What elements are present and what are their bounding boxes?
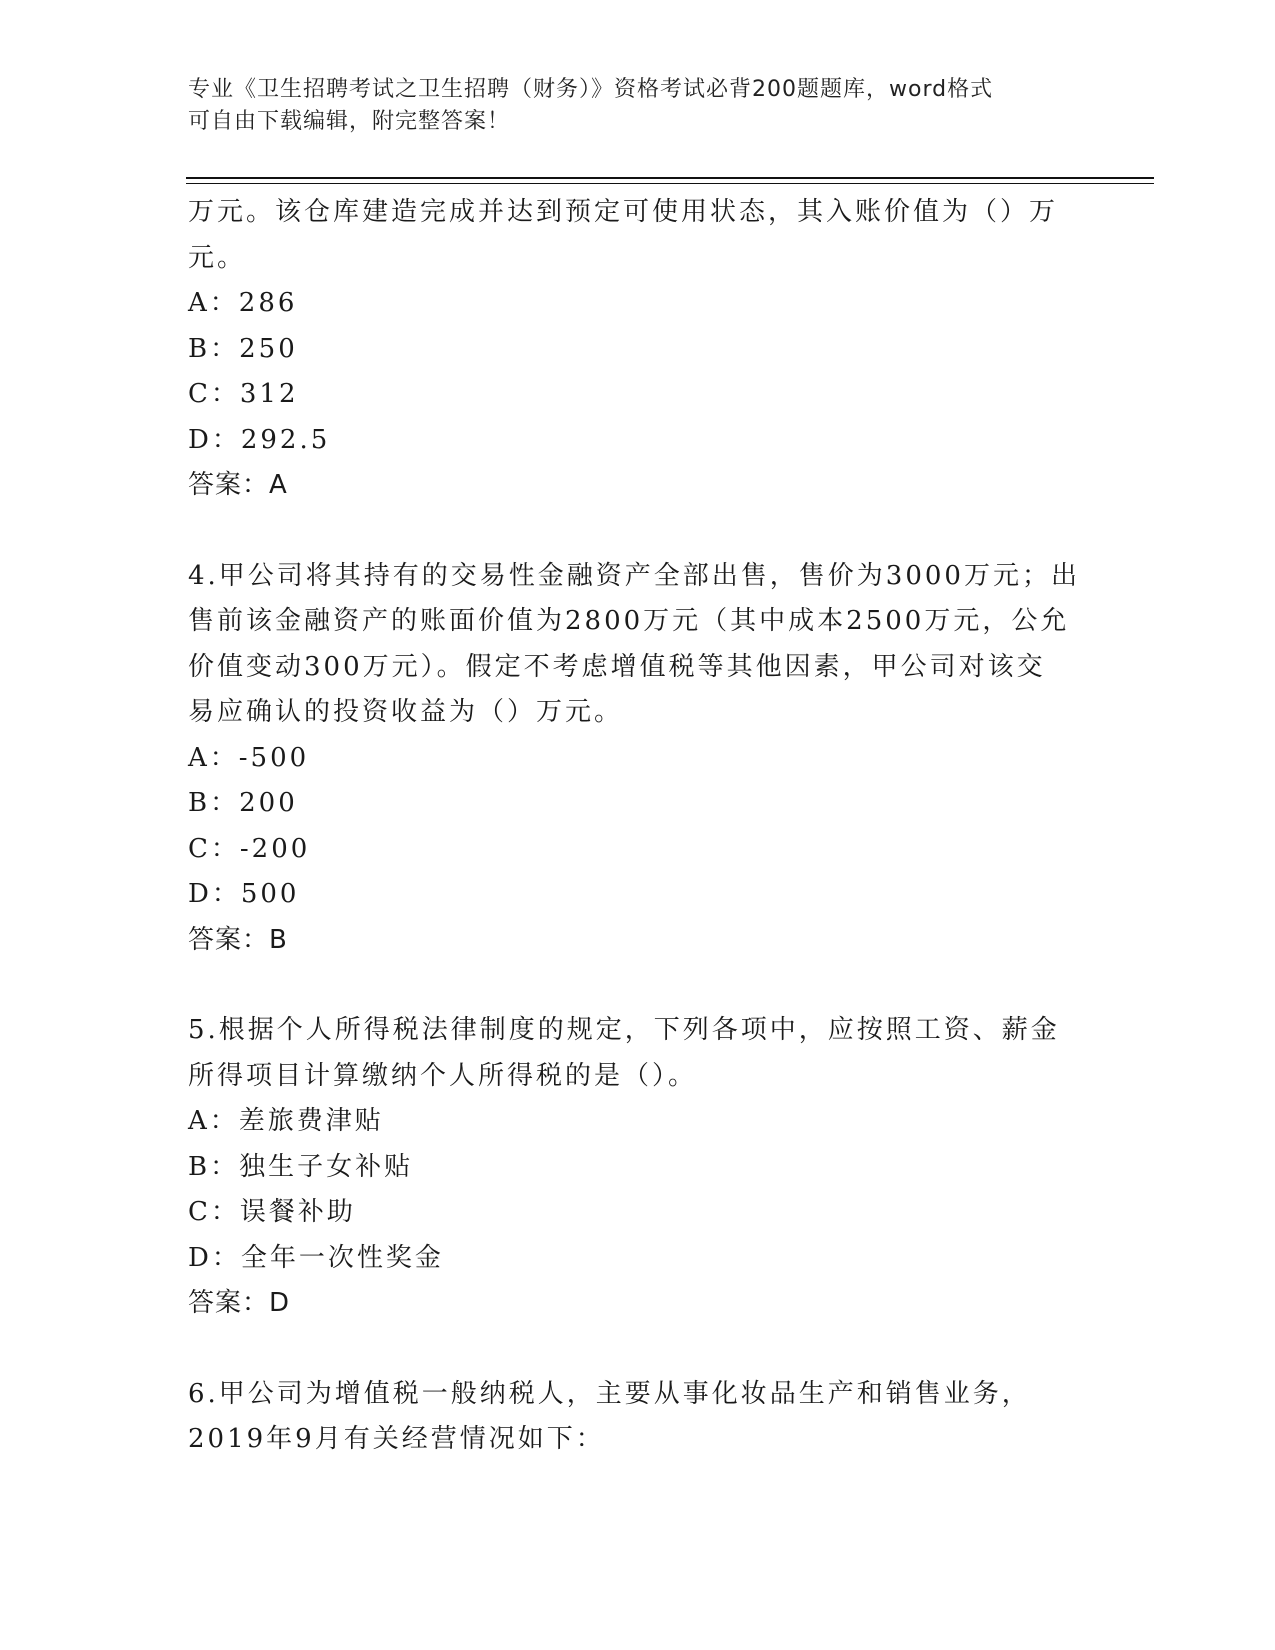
- question-5: [188, 1008, 1088, 1327]
- question-4: [188, 554, 1088, 964]
- option-d: D：全年一次性奖金: [188, 1242, 444, 1273]
- answer-line: 答案：A: [188, 470, 288, 500]
- question-list: [188, 190, 1088, 1463]
- option-c: C：312: [188, 379, 299, 409]
- option-b: B：200: [188, 788, 298, 818]
- question-3-continued: [188, 190, 1088, 509]
- header-rule-thick: [186, 177, 1154, 179]
- spacer: [188, 1327, 1088, 1372]
- option-c: C：误餐补助: [188, 1197, 356, 1227]
- spacer: [188, 963, 1088, 1008]
- answer-line: 答案：B: [188, 924, 288, 955]
- document-header: [188, 74, 1068, 138]
- option-a: A：286: [188, 288, 298, 318]
- header-rule-thin: [186, 183, 1154, 184]
- question-stem-line: 6.甲公司为增值税一般纳税人，主要从事化妆品生产和销售业务，: [188, 1378, 1031, 1409]
- question-stem-line: 4.甲公司将其持有的交易性金融资产全部出售，售价为3000万元；出: [188, 560, 1080, 591]
- option-a: A：差旅费津贴: [188, 1106, 384, 1136]
- question-stem-line: 所得项目计算缴纳个人所得税的是（）。: [188, 1060, 698, 1091]
- option-a: A：-500: [188, 742, 310, 773]
- question-stem-line: 元。: [188, 242, 247, 273]
- option-b: B：独生子女补贴: [188, 1151, 414, 1182]
- question-stem-line: 2019年9月有关经营情况如下：: [188, 1424, 605, 1454]
- option-d: D：500: [188, 879, 300, 909]
- header-line-1: 专业《卫生招聘考试之卫生招聘（财务）》资格考试必背200题题库，word格式: [188, 77, 994, 102]
- option-b: B：250: [188, 333, 298, 364]
- question-stem-line: 价值变动300万元）。假定不考虑增值税等其他因素，甲公司对该交: [188, 651, 1046, 682]
- answer-line: 答案：D: [188, 1288, 291, 1318]
- spacer: [188, 509, 1088, 554]
- question-stem-line: 5.根据个人所得税法律制度的规定，下列各项中，应按照工资、薪金: [188, 1015, 1060, 1045]
- header-line-2: 可自由下载编辑，附完整答案！: [188, 109, 511, 134]
- question-stem-line: 售前该金融资产的账面价值为2800万元（其中成本2500万元，公允: [188, 606, 1070, 636]
- question-stem-line: 万元。该仓库建造完成并达到预定可使用状态，其入账价值为（）万: [188, 197, 1059, 227]
- option-d: D：292.5: [188, 424, 331, 455]
- option-c: C：-200: [188, 833, 311, 864]
- question-6: [188, 1372, 1088, 1463]
- question-stem-line: 易应确认的投资收益为（）万元。: [188, 697, 624, 727]
